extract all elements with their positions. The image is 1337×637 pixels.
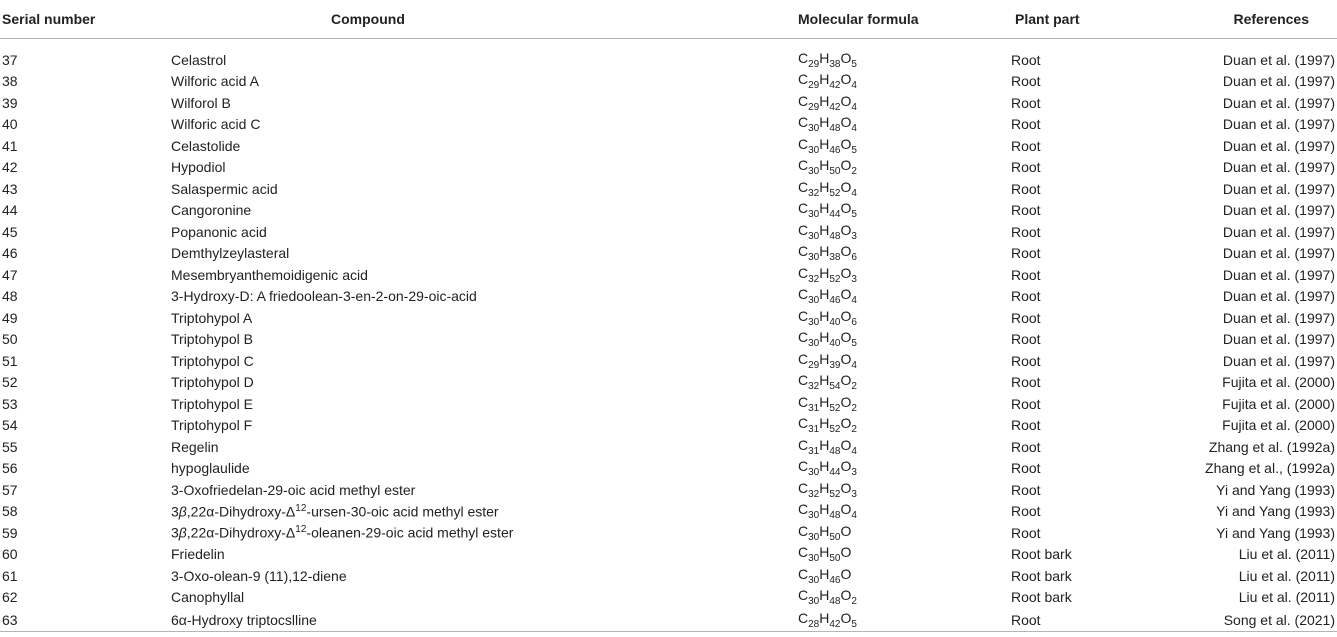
table-row [0, 350, 1337, 372]
table-row [0, 157, 1337, 179]
molecular-formula-cell: $C_{29}H_{42}O_4$ [798, 92, 857, 113]
compound-cell: Celastrol [171, 51, 227, 68]
compound-cell: Wilforic acid A [171, 73, 259, 90]
plant-part-cell: Root [1011, 288, 1041, 305]
table-row [0, 71, 1337, 93]
compound-cell: 3-Oxo-olean-9 (11),12-diene [171, 567, 347, 584]
reference-cell: Yi and Yang (1993) [1216, 481, 1335, 498]
molecular-formula-cell: $C_{29}H_{39}O_4$ [798, 350, 857, 371]
plant-part-cell: Root [1011, 51, 1041, 68]
serial-number-cell: 39 [2, 94, 18, 111]
serial-number-cell: 52 [2, 374, 18, 391]
plant-part-cell: Root [1011, 352, 1041, 369]
serial-number-cell: 59 [2, 524, 18, 541]
serial-number-cell: 38 [2, 73, 18, 90]
molecular-formula-cell: $C_{29}H_{42}O_4$ [798, 71, 857, 92]
plant-part-cell: Root [1011, 266, 1041, 283]
reference-cell: Duan et al. (1997) [1222, 245, 1335, 262]
molecular-formula-cell: $C_{32}H_{52}O_3$ [798, 264, 857, 285]
table-row [0, 39, 1337, 71]
compound-cell: Wilforol B [171, 94, 231, 111]
compound-cell: Triptohypol C [171, 352, 254, 369]
molecular-formula-cell: $C_{30}H_{48}O_4$ [798, 114, 857, 135]
compound-cell: Cangoronine [171, 202, 252, 219]
compound-cell: $3\beta,22\alpha-Dihydroxy-\Delta^{12}-ursen-30$-oic acid methyl ester [171, 502, 499, 520]
reference-cell: Duan et al. (1997) [1222, 309, 1335, 326]
plant-part-cell: Root [1011, 374, 1041, 391]
reference-cell: Liu et al. (2011) [1238, 567, 1335, 584]
serial-number-cell: 37 [2, 51, 18, 68]
compound-cell: hypoglaulide [171, 460, 250, 477]
serial-number-cell: 54 [2, 417, 18, 434]
compound-cell: Triptohypol A [171, 309, 253, 326]
reference-cell: Duan et al. (1997) [1222, 73, 1335, 90]
molecular-formula-cell: $C_{30}H_{50}O$ [798, 522, 852, 543]
compound-cell: Hypodiol [171, 159, 226, 176]
table-row [0, 458, 1337, 480]
reference-cell: Fujita et al. (2000) [1222, 417, 1335, 434]
plant-part-cell: Root [1011, 180, 1041, 197]
reference-cell: Duan et al. (1997) [1222, 137, 1335, 154]
reference-cell: Duan et al. (1997) [1222, 94, 1335, 111]
table-row [0, 264, 1337, 286]
serial-number-cell: 61 [2, 567, 18, 584]
header-plant-part: Plant part [1011, 0, 1165, 39]
serial-number-cell: 47 [2, 266, 18, 283]
reference-cell: Duan et al. (1997) [1222, 159, 1335, 176]
header-molecular-formula: Molecular formula [798, 0, 1011, 39]
compound-cell: Wilforic acid C [171, 116, 261, 133]
reference-cell: Zhang et al., (1992a) [1205, 460, 1335, 477]
compound-cell: Mesembryanthemoidigenic acid [171, 266, 368, 283]
molecular-formula-cell: $C_{30}H_{44}O_3$ [798, 458, 857, 479]
molecular-formula-cell: $C_{30}H_{46}O_4$ [798, 286, 857, 307]
compound-cell: Demthylzeylasteral [171, 245, 290, 262]
serial-number-cell: 45 [2, 223, 18, 240]
reference-cell: Zhang et al. (1992a) [1208, 438, 1335, 455]
molecular-formula-cell: $C_{30}H_{48}O_3$ [798, 221, 857, 242]
molecular-formula-cell: $C_{30}H_{46}O_5$ [798, 135, 857, 156]
compound-cell: $3\beta,22\alpha-Dihydroxy-\Delta^{12}-oleanen-29$-oic acid methyl ester [171, 524, 514, 542]
table-row [0, 501, 1337, 523]
compound-cell: 3-Hydroxy-D: A friedoolean-3-en-2-on-29-oic-acid [171, 288, 477, 305]
table-row [0, 286, 1337, 308]
reference-cell: Duan et al. (1997) [1222, 223, 1335, 240]
molecular-formula-cell: $C_{32}H_{54}O_2$ [798, 372, 857, 393]
serial-number-cell: 48 [2, 288, 18, 305]
reference-cell: Liu et al. (2011) [1238, 546, 1335, 563]
reference-cell: Yi and Yang (1993) [1216, 503, 1335, 520]
reference-cell: Yi and Yang (1993) [1216, 524, 1335, 541]
table-row [0, 436, 1337, 458]
molecular-formula-cell: $C_{30}H_{40}O_5$ [798, 329, 857, 350]
table-row [0, 200, 1337, 222]
table-row [0, 522, 1337, 544]
serial-number-cell: 55 [2, 438, 18, 455]
molecular-formula-cell: $C_{30}H_{50}O_2$ [798, 157, 857, 178]
plant-part-cell: Root [1011, 202, 1041, 219]
reference-cell: Liu et al. (2011) [1238, 589, 1335, 606]
reference-cell: Duan et al. (1997) [1222, 51, 1335, 68]
serial-number-cell: 44 [2, 202, 18, 219]
serial-number-cell: 40 [2, 116, 18, 133]
header-references: References [1165, 0, 1337, 39]
molecular-formula-cell: $C_{32}H_{52}O_4$ [798, 178, 857, 199]
molecular-formula-cell: $C_{30}H_{44}O_5$ [798, 200, 857, 221]
plant-part-cell: Root [1011, 309, 1041, 326]
serial-number-cell: 53 [2, 395, 18, 412]
table-row [0, 587, 1337, 609]
reference-cell: Duan et al. (1997) [1222, 331, 1335, 348]
serial-number-cell: 42 [2, 159, 18, 176]
plant-part-cell: Root bark [1011, 589, 1072, 606]
table-row [0, 114, 1337, 136]
table-row [0, 92, 1337, 114]
serial-number-cell: 62 [2, 589, 18, 606]
reference-cell: Duan et al. (1997) [1222, 266, 1335, 283]
molecular-formula-cell: $C_{31}H_{52}O_2$ [798, 415, 857, 436]
compound-cell: Friedelin [171, 546, 225, 563]
molecular-formula-cell: $C_{28}H_{42}O_5$ [798, 608, 1011, 632]
plant-part-cell: Root [1011, 395, 1041, 412]
molecular-formula-cell: $C_{30}H_{50}O$ [798, 544, 852, 565]
table-row [0, 135, 1337, 157]
molecular-formula-cell: $C_{32}H_{52}O_3$ [798, 479, 857, 500]
table-row [0, 608, 1337, 632]
table-row [0, 565, 1337, 587]
reference-cell: Fujita et al. (2000) [1222, 374, 1335, 391]
serial-number-cell: 56 [2, 460, 18, 477]
table-body [0, 39, 1337, 632]
table-row [0, 221, 1337, 243]
plant-part-cell: Root [1011, 460, 1041, 477]
molecular-formula-cell: $C_{30}H_{46}O$ [798, 565, 852, 586]
compound-cell: Triptohypol F [171, 417, 253, 434]
reference-cell: Duan et al. (1997) [1222, 352, 1335, 369]
table-row [0, 393, 1337, 415]
plant-part-cell: Root [1011, 73, 1041, 90]
compound-cell: 3-Oxofriedelan-29-oic acid methyl ester [171, 481, 416, 498]
compound-cell: Triptohypol E [171, 395, 253, 412]
plant-part-cell: Root [1011, 159, 1041, 176]
serial-number-cell: 49 [2, 309, 18, 326]
reference-cell: Duan et al. (1997) [1222, 202, 1335, 219]
serial-number-cell: 46 [2, 245, 18, 262]
table-header-row [0, 0, 1337, 39]
table-row [0, 415, 1337, 437]
molecular-formula-cell: $C_{30}H_{48}O_4$ [798, 501, 857, 522]
compound-cell: Salaspermic acid [171, 180, 278, 197]
compound-cell: Canophyllal [171, 589, 245, 606]
serial-number-cell: 50 [2, 331, 18, 348]
plant-part-cell: Root [1011, 223, 1041, 240]
compound-cell: Triptohypol B [171, 331, 253, 348]
molecular-formula-cell: $C_{31}H_{52}O_2$ [798, 393, 857, 414]
serial-number-cell: 51 [2, 352, 18, 369]
plant-part-cell: Root bark [1011, 546, 1072, 563]
serial-number-cell: 43 [2, 180, 18, 197]
plant-part-cell: Root [1011, 116, 1041, 133]
molecular-formula-cell: $C_{31}H_{48}O_4$ [798, 436, 857, 457]
plant-part-cell: Root [1011, 481, 1041, 498]
reference-cell: Duan et al. (1997) [1222, 180, 1335, 197]
plant-part-cell: Root [1011, 503, 1041, 520]
plant-part-cell: Root bark [1011, 567, 1072, 584]
table-row [0, 479, 1337, 501]
table-row [0, 372, 1337, 394]
plant-part-cell: Root [1011, 438, 1041, 455]
reference-cell: Song et al. (2021) [1165, 608, 1337, 632]
plant-part-cell: Root [1011, 524, 1041, 541]
serial-number-cell: 41 [2, 137, 18, 154]
table-row [0, 178, 1337, 200]
plant-part-cell: Root [1011, 137, 1041, 154]
compound-cell: 6α-Hydroxy triptocslline [171, 608, 798, 632]
table-row [0, 544, 1337, 566]
plant-part-cell: Root [1011, 608, 1165, 632]
serial-number-cell: 60 [2, 546, 18, 563]
plant-part-cell: Root [1011, 417, 1041, 434]
header-compound: Compound [171, 0, 798, 39]
serial-number-cell: 57 [2, 481, 18, 498]
serial-number-cell: 58 [2, 503, 18, 520]
compound-cell: Popanonic acid [171, 223, 267, 240]
table-row [0, 307, 1337, 329]
plant-part-cell: Root [1011, 331, 1041, 348]
table-row [0, 243, 1337, 265]
header-serial-number: Serial number [0, 0, 171, 39]
reference-cell: Duan et al. (1997) [1222, 288, 1335, 305]
compound-cell: Celastolide [171, 137, 241, 154]
plant-part-cell: Root [1011, 94, 1041, 111]
reference-cell: Fujita et al. (2000) [1222, 395, 1335, 412]
molecular-formula-cell: $C_{30}H_{38}O_6$ [798, 243, 857, 264]
molecular-formula-cell: $C_{30}H_{48}O_2$ [798, 587, 857, 608]
reference-cell: Duan et al. (1997) [1222, 116, 1335, 133]
molecular-formula-cell: $C_{30}H_{40}O_6$ [798, 307, 857, 328]
table-row [0, 329, 1337, 351]
plant-part-cell: Root [1011, 245, 1041, 262]
serial-number-cell: 63 [0, 608, 171, 632]
compound-cell: Triptohypol D [171, 374, 254, 391]
molecular-formula-cell: $C_{29}H_{38}O_5$ [798, 49, 857, 70]
compound-cell: Regelin [171, 438, 219, 455]
